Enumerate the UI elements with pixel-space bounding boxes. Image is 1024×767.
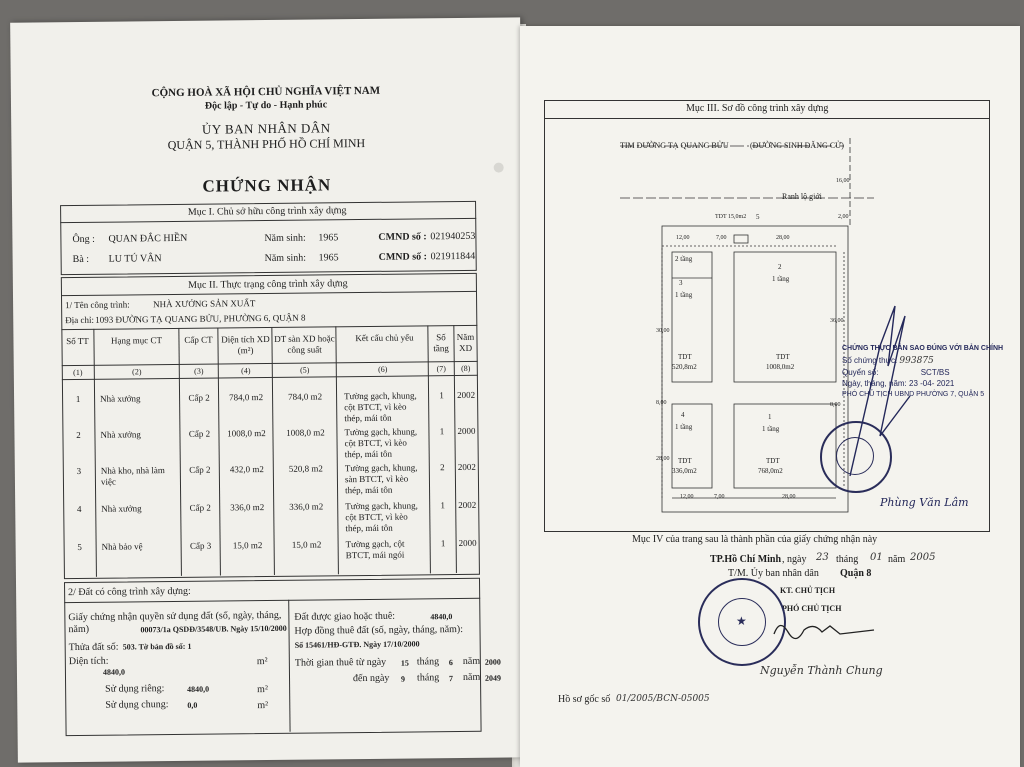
row-item: Nhà kho, nhà làm việc bbox=[100, 465, 165, 487]
dimension: 30,00 bbox=[656, 328, 670, 334]
road-label-secondary: (ĐƯỜNG SINH ĐĂNG CỬ) bbox=[750, 141, 844, 150]
lease-to-label: đến ngày bbox=[352, 672, 390, 685]
building-3-number: 3 bbox=[679, 279, 683, 287]
stamp-book-label: Quyển số: bbox=[842, 368, 879, 377]
header-grade: Cấp CT bbox=[184, 334, 213, 345]
index-cell: (2) bbox=[132, 367, 142, 377]
header-item: Hạng mục CT bbox=[110, 335, 163, 346]
issuer: T/M. Ủy ban nhân dân bbox=[728, 568, 819, 579]
place: TP.Hồ Chí Minh bbox=[710, 554, 782, 565]
guard-area: TDT 15,0m2 bbox=[715, 214, 747, 220]
area-unit: m² bbox=[256, 656, 268, 668]
land-cert-label: Giấy chứng nhận quyền sử dụng đất (số, ngày, tháng, năm) bbox=[68, 609, 282, 636]
issue-year: 2005 bbox=[910, 552, 936, 563]
section4-note: Mục IV của trang sau là thành phần của giấy chứng nhận này bbox=[632, 534, 878, 545]
row-structure: Tường gạch, cột BTCT, mái ngói bbox=[345, 538, 405, 561]
file-number: 01/2005/BCN-05005 bbox=[616, 694, 710, 704]
row-floor: 784,0 m2 bbox=[288, 391, 323, 402]
stamp-date-value: 23 -04- 2021 bbox=[909, 379, 955, 388]
index-cell: (3) bbox=[194, 366, 204, 376]
building-3-levels-2: 1 tầng bbox=[675, 291, 693, 299]
road-label: TIM ĐƯỜNG TẠ QUANG BỬU bbox=[620, 141, 729, 150]
owner1-id-label: CMND số : bbox=[378, 231, 427, 243]
lease-land-label: Đất được giao hoặc thuê: bbox=[294, 610, 396, 623]
row-year: 2002 bbox=[457, 389, 476, 401]
index-cell: (1) bbox=[73, 367, 83, 378]
row-floor: 520,8 m2 bbox=[288, 463, 323, 474]
row-structure: Tường gạch, khung, cột BTCT, vì kèo thép, mái tôn bbox=[345, 500, 418, 534]
area-unit: m² bbox=[257, 684, 268, 696]
area-value: 4840,0 bbox=[102, 667, 125, 677]
lease-from-year: 2000 bbox=[484, 657, 501, 667]
punch-hole bbox=[494, 163, 504, 173]
building-4-area: 336,0m2 bbox=[672, 467, 697, 475]
building-1-number: 1 bbox=[768, 413, 772, 421]
stamp-title: CHỨNG THỰC BẢN SAO ĐÚNG VỚI BẢN CHÍNH bbox=[842, 345, 1004, 352]
lease-from-month-label: tháng bbox=[416, 656, 440, 668]
role-chairman: KT. CHỦ TỊCH bbox=[780, 586, 836, 595]
header-levels: Số tầng bbox=[433, 332, 449, 354]
lease-from-month: 6 bbox=[448, 658, 453, 668]
row-area: 15,0 m2 bbox=[232, 540, 263, 551]
file-label: Hồ sơ gốc số bbox=[558, 694, 611, 705]
index-cell: (5) bbox=[300, 365, 310, 375]
dimension: 12,00 bbox=[676, 235, 690, 241]
index-cell: (4) bbox=[241, 366, 251, 376]
row-area: 432,0 m2 bbox=[229, 464, 264, 475]
lease-contract-label: Hợp đồng thuê đất (số, ngày, tháng, năm): bbox=[294, 623, 464, 637]
private-label: Sử dụng riêng: bbox=[105, 683, 165, 695]
building-1-area: 768,0m2 bbox=[758, 467, 783, 475]
row-floor: 336,0 m2 bbox=[289, 501, 324, 512]
owner1-birth: 1965 bbox=[318, 232, 339, 244]
lease-land-value: 4840,0 bbox=[430, 612, 453, 622]
building-1-levels: 1 tầng bbox=[762, 425, 780, 433]
row-item: Nhà bảo vệ bbox=[101, 541, 143, 552]
dimension: 28,00 bbox=[656, 456, 670, 462]
issuer-district: Quận 8 bbox=[840, 568, 872, 579]
header-year: Năm XD bbox=[456, 331, 475, 354]
month-label: tháng bbox=[836, 554, 859, 565]
dimension: 28,00 bbox=[782, 494, 796, 500]
row-year: 2000 bbox=[458, 537, 477, 549]
district-seal: ★ bbox=[698, 578, 786, 666]
committee-name: ỦY BAN NHÂN DÂN bbox=[201, 120, 331, 137]
national-title: CỘNG HOÀ XÃ HỘI CHỦ NGHĨA VIỆT NAM bbox=[151, 84, 381, 100]
lease-from-label: Thời gian thuê từ ngày bbox=[294, 656, 387, 669]
building-3-tdt: TDT bbox=[678, 353, 692, 361]
dimension: 8,00 bbox=[830, 402, 841, 408]
day-label: , ngày bbox=[782, 554, 807, 565]
section1-title: Mục I. Chủ sở hữu công trình xây dựng bbox=[187, 205, 347, 218]
land-cert-value: 00073/1a QSDĐ/3548/UB. Ngày 15/10/2000 bbox=[140, 623, 287, 635]
row-levels: 1 bbox=[439, 390, 444, 401]
guard-number: 5 bbox=[756, 213, 760, 221]
lease-to-year: 2049 bbox=[484, 673, 502, 683]
building-4-tdt: TDT bbox=[678, 457, 692, 465]
header-area: Diện tích XD (m²) bbox=[221, 333, 270, 356]
plot-value: 503. Tờ bản đồ số: 1 bbox=[122, 641, 192, 652]
lease-to-month-label: tháng bbox=[416, 672, 440, 684]
owner2-birth-label: Năm sinh: bbox=[264, 252, 307, 265]
district-signer-name: Nguyễn Thành Chung bbox=[760, 664, 883, 677]
lease-from-day: 15 bbox=[400, 658, 409, 668]
row-area: 336,0 m2 bbox=[230, 502, 265, 513]
dimension: 7,00 bbox=[716, 235, 727, 241]
stamp-role: PHÓ CHỦ TỊCH UBND PHƯỜNG 7, QUẬN 5 bbox=[842, 391, 985, 398]
dimension: 2,00 bbox=[838, 214, 849, 220]
lease-to-day: 9 bbox=[400, 674, 406, 684]
left-certificate-page bbox=[10, 17, 528, 762]
signature-mark bbox=[840, 286, 920, 486]
doc-title: CHỨNG NHẬN bbox=[202, 175, 332, 196]
district-signature bbox=[770, 614, 880, 644]
area-label: Diện tích: bbox=[68, 655, 109, 668]
dimension: 28,00 bbox=[776, 235, 790, 241]
owner1-prefix: Ông : bbox=[72, 233, 95, 246]
address-value: 1093 ĐƯỜNG TẠ QUANG BỬU, PHƯỜNG 6, QUẬN 8 bbox=[95, 312, 306, 325]
land-section-title: 2/ Đất có công trình xây dựng: bbox=[68, 585, 191, 599]
shared-label: Sử dụng chung: bbox=[105, 699, 169, 711]
role-vice-chairman: PHÓ CHỦ TỊCH bbox=[782, 604, 842, 613]
header-structure: Kết cấu chủ yếu bbox=[355, 332, 414, 344]
row-levels: 1 bbox=[440, 538, 446, 549]
private-value: 4840,0 bbox=[187, 684, 210, 694]
header-floor: DT sàn XD hoặc công suất bbox=[274, 333, 335, 355]
stamp-cert-label: Số chứng thực: bbox=[842, 356, 898, 365]
row-floor: 1008,0 m2 bbox=[286, 427, 325, 438]
ward-signer-name: Phùng Văn Lâm bbox=[880, 496, 969, 509]
row-floor: 15,0 m2 bbox=[291, 539, 322, 550]
row-stt: 4 bbox=[76, 503, 82, 515]
dimension: 36,00 bbox=[830, 318, 844, 324]
project-name: NHÀ XƯỞNG SẢN XUẤT bbox=[153, 298, 256, 310]
right-certificate-page bbox=[520, 26, 1020, 767]
row-stt: 5 bbox=[77, 541, 82, 553]
building-4-levels: 1 tầng bbox=[675, 423, 693, 431]
owner2-id: 021911844 bbox=[430, 250, 476, 263]
row-levels: 1 bbox=[439, 426, 445, 437]
dimension: 12,00 bbox=[680, 494, 694, 500]
building-2-number: 2 bbox=[778, 263, 782, 271]
row-grade: Cấp 2 bbox=[188, 428, 211, 439]
boundary-label: Ranh lộ giới bbox=[782, 192, 822, 201]
row-item: Nhà xưởng bbox=[100, 429, 141, 440]
lease-from-year-label: năm bbox=[462, 655, 481, 667]
lease-contract-value: Số 15461/HĐ-GTĐ. Ngày 17/10/2000 bbox=[294, 639, 420, 650]
lease-to-year-label: năm bbox=[462, 671, 481, 683]
stamp-date-label: Ngày, tháng, năm: bbox=[842, 379, 907, 388]
dimension: 8,00 bbox=[656, 400, 667, 406]
row-structure: Tường gạch, khung, cột BTCT, vì kèo thép, mái tôn bbox=[344, 390, 417, 424]
owner2-prefix: Bà : bbox=[72, 253, 90, 266]
section3-title: Mục III. Sơ đồ công trình xây dựng bbox=[686, 103, 829, 114]
building-2-levels: 1 tầng bbox=[772, 275, 790, 283]
section2-title: Mục II. Thực trạng công trình xây dựng bbox=[188, 278, 348, 291]
row-structure: Tường gạch, khung, sàn BTCT, vì kèo thép, mái tôn bbox=[344, 462, 418, 496]
row-levels: 2 bbox=[440, 462, 445, 473]
row-area: 784,0 m2 bbox=[229, 392, 264, 403]
district-name: QUẬN 5, THÀNH PHỐ HỒ CHÍ MINH bbox=[167, 135, 366, 153]
issue-month: 01 bbox=[870, 552, 883, 563]
owner2-id-label: CMND số : bbox=[378, 251, 427, 263]
building-4-number: 4 bbox=[681, 411, 685, 419]
shared-value: 0,0 bbox=[187, 700, 198, 710]
building-1-tdt: TDT bbox=[766, 457, 780, 465]
stamp-cert-value: 993875 bbox=[899, 356, 934, 366]
owner1-id: 021940253 bbox=[430, 230, 476, 243]
building-2-area: 1008,0m2 bbox=[766, 363, 795, 371]
lease-to-month: 7 bbox=[448, 674, 454, 684]
row-grade: Cấp 2 bbox=[189, 464, 211, 475]
index-cell: (6) bbox=[378, 364, 388, 374]
row-grade: Cấp 2 bbox=[188, 392, 210, 403]
plot-label: Thửa đất số: bbox=[68, 641, 119, 654]
row-levels: 1 bbox=[440, 500, 446, 511]
row-stt: 1 bbox=[75, 393, 81, 405]
row-item: Nhà xưởng bbox=[101, 503, 142, 514]
row-item: Nhà xưởng bbox=[100, 393, 141, 404]
row-area: 1008,0 m2 bbox=[227, 428, 266, 439]
year-label: năm bbox=[888, 554, 906, 565]
area-unit: m² bbox=[257, 700, 269, 712]
header-stt: Số TT bbox=[66, 335, 89, 347]
dimension: 16,00 bbox=[836, 178, 850, 184]
row-grade: Cấp 3 bbox=[189, 540, 212, 551]
row-year: 2000 bbox=[457, 425, 476, 437]
row-year: 2002 bbox=[458, 499, 477, 511]
row-grade: Cấp 2 bbox=[189, 502, 211, 513]
owner1-birth-label: Năm sinh: bbox=[264, 232, 306, 245]
project-name-label: 1/ Tên công trình: bbox=[65, 299, 130, 311]
motto: Độc lập - Tự do - Hạnh phúc bbox=[204, 99, 328, 112]
owner2-name: LU TÚ VÂN bbox=[108, 253, 162, 265]
building-2-tdt: TDT bbox=[776, 353, 790, 361]
stamp-book-value: SCT/BS bbox=[920, 368, 950, 377]
address-label: Địa chỉ: bbox=[65, 314, 95, 326]
owner1-name: QUAN ĐẮC HIỀN bbox=[108, 232, 188, 245]
building-3-levels: 2 tầng bbox=[675, 255, 693, 263]
owner2-birth: 1965 bbox=[318, 252, 339, 264]
row-structure: Tường gạch, khung, cột BTCT, vì kèo thép, mái tôn bbox=[344, 426, 418, 460]
building-3-area: 520,8m2 bbox=[672, 363, 697, 371]
row-year: 2002 bbox=[457, 461, 476, 473]
issue-day: 23 bbox=[816, 552, 829, 563]
row-stt: 2 bbox=[76, 429, 81, 441]
row-stt: 3 bbox=[76, 465, 82, 477]
index-cell: (8) bbox=[461, 363, 471, 373]
dimension: 7,00 bbox=[714, 494, 725, 500]
index-cell: (7) bbox=[436, 364, 446, 374]
